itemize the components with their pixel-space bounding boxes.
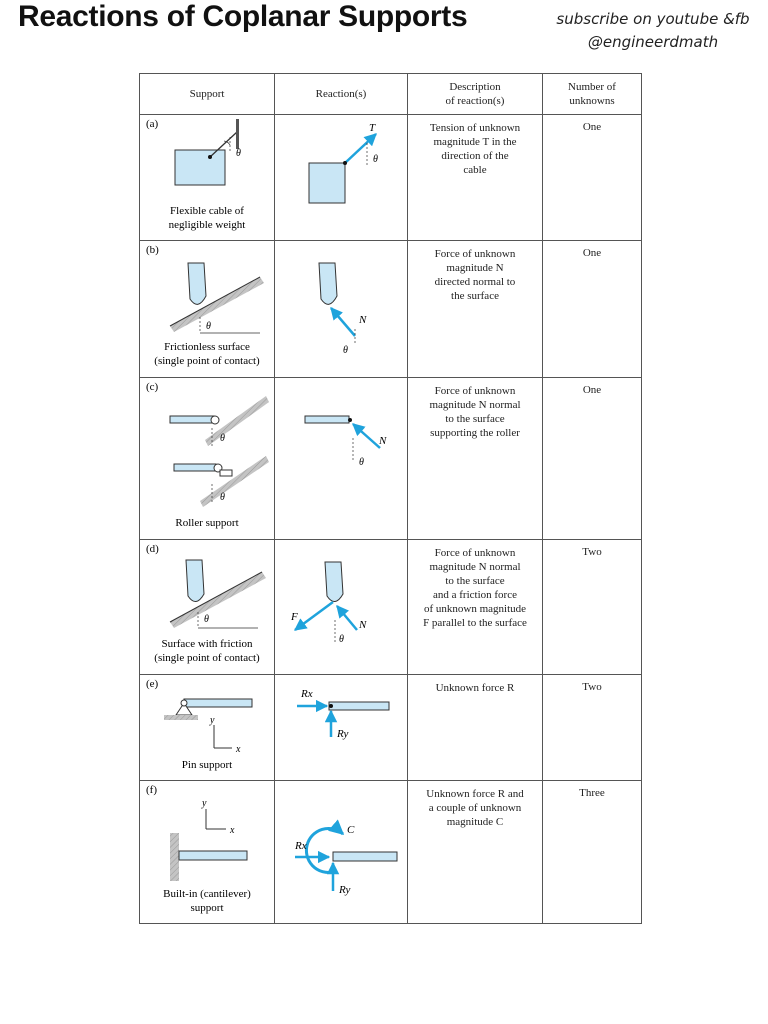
support-cell-b: [140, 241, 275, 378]
table-row: [140, 540, 642, 675]
table-row: [140, 675, 642, 781]
support-caption: support: [190, 902, 224, 914]
beam-shape: [174, 464, 216, 471]
normal-force-label: N: [359, 314, 367, 326]
angle-label: θ: [373, 154, 378, 165]
frictionless-support-diagram: [140, 241, 275, 377]
header-description-line1: Description: [449, 81, 501, 93]
description-line: magnitude N normal: [429, 561, 521, 573]
support-caption: Built-in (cantilever): [163, 888, 251, 900]
support-cell-c: [140, 378, 275, 540]
page-title: Reactions of Coplanar Supports: [18, 0, 468, 33]
row-letter: (b): [146, 244, 159, 256]
roller-shape: [211, 416, 219, 424]
tension-arrow: [345, 134, 376, 163]
cable-attach-point: [208, 155, 212, 159]
description-line: a couple of unknown: [428, 802, 522, 814]
tension-label: T: [369, 122, 376, 134]
support-caption: Surface with friction: [161, 638, 253, 650]
friction-reaction-diagram: [275, 540, 408, 674]
unknowns-cell-a: One: [543, 115, 642, 241]
header-reactions: Reaction(s): [275, 74, 408, 115]
reaction-cell-e: [275, 675, 408, 781]
unknowns-cell-d: Two: [543, 540, 642, 675]
beam-shape: [329, 702, 389, 710]
angle-label: θ: [204, 614, 209, 625]
normal-force-label: N: [379, 435, 387, 447]
reaction-cell-c: [275, 378, 408, 540]
block-shape: [309, 163, 345, 203]
table-row: [140, 781, 642, 924]
rx-label: Rx: [301, 688, 313, 700]
ry-label: Ry: [337, 728, 349, 740]
beam-shape: [184, 699, 252, 707]
support-caption: (single point of contact): [154, 652, 260, 664]
description-line: Force of unknown: [434, 248, 516, 260]
contact-body: [319, 263, 337, 304]
description-line: Force of unknown: [434, 547, 516, 559]
angle-label: θ: [220, 492, 225, 503]
cantilever-support-diagram: [140, 781, 275, 923]
angle-label: θ: [359, 457, 364, 468]
support-cell-e: [140, 675, 275, 781]
row-letter: (a): [146, 118, 159, 130]
header-unknowns-line1: Number of: [568, 81, 616, 93]
row-letter: (d): [146, 543, 159, 555]
description-cell-b: [408, 241, 543, 378]
normal-force-arrow: [331, 308, 355, 336]
description-cell-f: [408, 781, 543, 924]
unknowns-cell-b: One: [543, 241, 642, 378]
supports-table: [139, 73, 642, 924]
x-axis-label: x: [230, 825, 235, 836]
contact-body: [325, 562, 343, 602]
normal-force-label: N: [359, 619, 367, 631]
unknowns-cell-f: Three: [543, 781, 642, 924]
beam-shape: [333, 852, 397, 861]
unknowns-cell-e: Two: [543, 675, 642, 781]
description-line: F parallel to the surface: [423, 617, 527, 629]
description-cell-d: [408, 540, 543, 675]
angle-label: θ: [339, 634, 344, 645]
pin-support-diagram: [140, 675, 275, 780]
description-line: magnitude C: [446, 816, 504, 828]
description-cell-e: [408, 675, 543, 781]
y-axis-label: y: [202, 798, 207, 809]
roller-reaction-diagram: [275, 378, 408, 539]
description-line: directed normal to: [434, 276, 516, 288]
row-letter: (e): [146, 678, 159, 690]
header-support: Support: [140, 74, 275, 115]
description-line: Force of unknown: [434, 385, 516, 397]
description-line: direction of the: [441, 150, 509, 162]
table-row: [140, 378, 642, 540]
pin-reaction-diagram: [275, 675, 408, 780]
description-line: to the surface: [445, 575, 505, 587]
handwritten-line-2: @engineerdmath: [587, 33, 719, 51]
angle-label: θ: [220, 433, 225, 444]
description-line: cable: [463, 164, 487, 176]
beam-shape: [179, 851, 247, 860]
description-line: Tension of unknown: [429, 122, 521, 134]
rx-label: Rx: [295, 840, 307, 852]
angle-label: θ: [206, 321, 211, 332]
handwritten-line-1: subscribe on youtube &fb: [556, 10, 750, 28]
inclined-surface: [170, 572, 266, 628]
header-description-line2: of reaction(s): [445, 95, 505, 107]
cable-support-diagram: [140, 115, 275, 240]
angle-label: θ: [343, 345, 348, 356]
tension-reaction-diagram: [275, 115, 408, 240]
wall-shape: [236, 119, 239, 149]
description-line: supporting the roller: [430, 427, 520, 439]
table-header-row: [140, 74, 642, 115]
wall-shape: [170, 833, 179, 881]
row-letter: (f): [146, 784, 157, 796]
description-line: magnitude T in the: [433, 136, 517, 148]
couple-arrow: [306, 828, 343, 872]
header-unknowns-line2: unknowns: [569, 95, 615, 107]
couple-label: C: [347, 824, 355, 836]
support-cell-d: [140, 540, 275, 675]
roller-bracket: [220, 470, 232, 476]
description-line: and a friction force: [433, 589, 517, 601]
support-caption: Pin support: [181, 759, 233, 771]
description-cell-c: [408, 378, 543, 540]
description-line: to the surface: [445, 413, 505, 425]
reaction-cell-b: [275, 241, 408, 378]
table-row: [140, 115, 642, 241]
support-cell-f: [140, 781, 275, 924]
description-line: Unknown force R and: [426, 788, 524, 800]
support-caption: (single point of contact): [154, 355, 260, 367]
x-axis-label: x: [236, 744, 241, 755]
support-caption: Roller support: [175, 517, 239, 529]
normal-force-arrow: [353, 424, 380, 448]
ry-label: Ry: [339, 884, 351, 896]
description-line: Unknown force R: [435, 682, 515, 694]
contact-body: [186, 560, 204, 602]
support-caption: negligible weight: [168, 219, 246, 231]
friction-force-arrow: [295, 602, 333, 630]
support-caption: Frictionless surface: [164, 341, 250, 353]
angle-label: θ: [236, 148, 241, 159]
description-line: of unknown magnitude: [423, 603, 527, 615]
support-caption: Flexible cable of: [170, 205, 244, 217]
handwritten-note: [548, 8, 758, 54]
reaction-cell-a: [275, 115, 408, 241]
normal-force-arrow: [337, 606, 357, 630]
table-row: [140, 241, 642, 378]
cantilever-reaction-diagram: [275, 781, 408, 923]
friction-support-diagram: [140, 540, 275, 674]
support-cell-a: [140, 115, 275, 241]
header-description: [408, 74, 543, 115]
row-letter: (c): [146, 381, 159, 393]
y-axis-label: y: [210, 715, 215, 726]
contact-body: [188, 263, 206, 304]
beam-shape: [305, 416, 349, 423]
pin-shape: [181, 700, 187, 706]
block-shape: [175, 150, 225, 185]
reaction-cell-f: [275, 781, 408, 924]
header-unknowns: [543, 74, 642, 115]
unknowns-cell-c: One: [543, 378, 642, 540]
description-cell-a: [408, 115, 543, 241]
description-line: magnitude N normal: [429, 399, 521, 411]
description-line: magnitude N: [446, 262, 504, 274]
description-line: the surface: [451, 290, 499, 302]
reaction-cell-d: [275, 540, 408, 675]
roller-support-diagram: [140, 378, 275, 539]
normal-reaction-diagram: [275, 241, 408, 377]
ground-shape: [164, 715, 198, 720]
beam-shape: [170, 416, 214, 423]
friction-force-label: F: [291, 611, 298, 623]
inclined-surface: [170, 277, 264, 332]
